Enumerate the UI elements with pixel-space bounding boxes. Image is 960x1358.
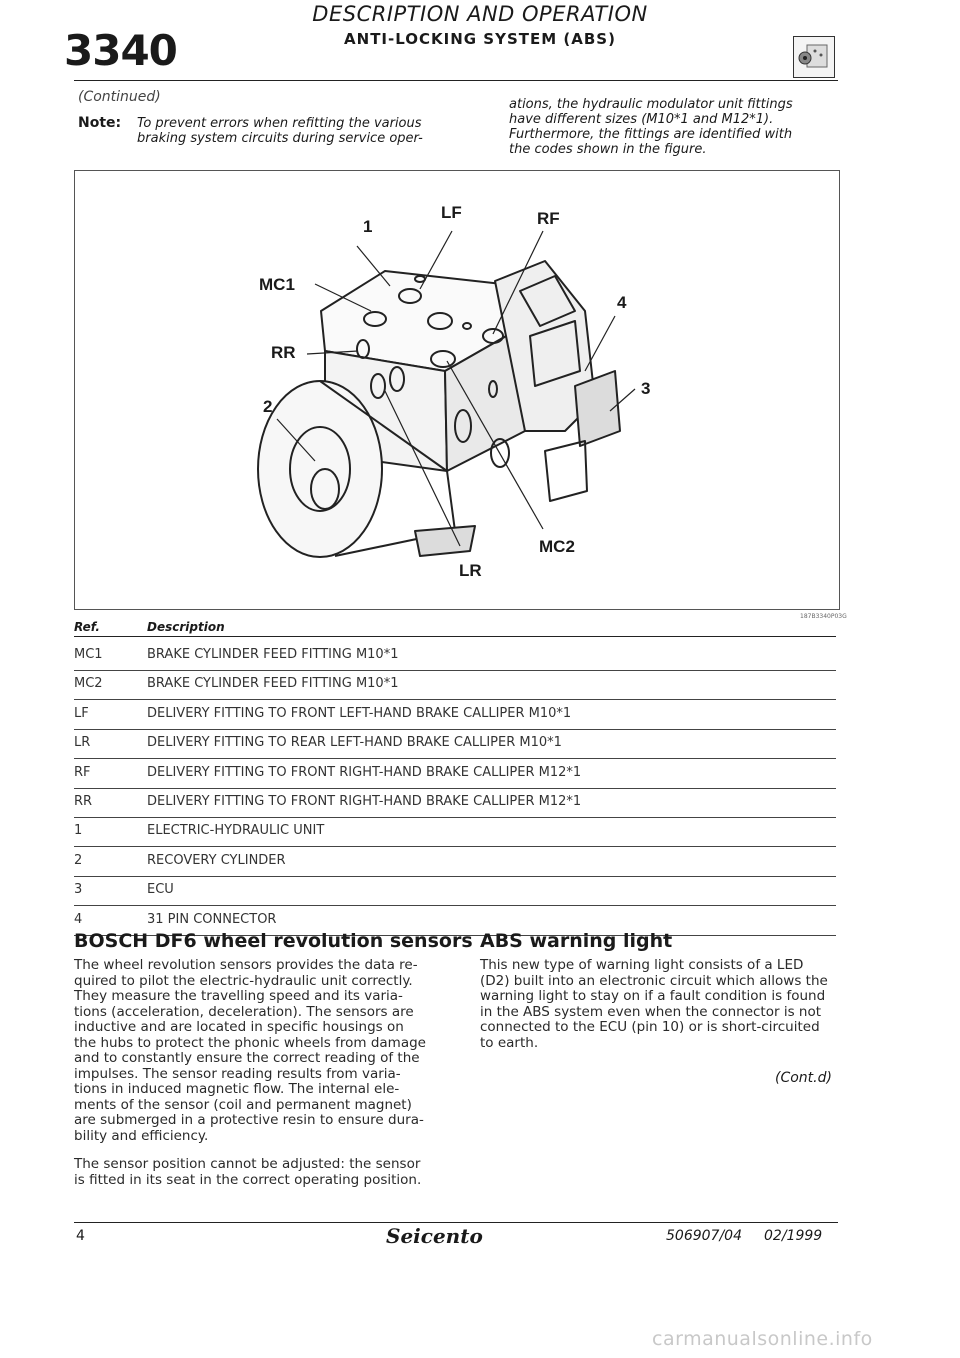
row-description: DELIVERY FITTING TO FRONT LEFT-HAND BRAKE CALLIPER M10*1 [147, 705, 572, 721]
figure-label-rf: RF [537, 209, 560, 228]
table-row [74, 670, 836, 700]
row-ref: LR [74, 735, 91, 751]
figure-label-3: 3 [641, 379, 651, 398]
figure-label-2: 2 [263, 397, 273, 416]
row-description: ELECTRIC-HYDRAULIC UNIT [147, 823, 325, 839]
brand-logo: Seicento [386, 1224, 483, 1248]
sensors-paragraph-1: The wheel revolution sensors provides the data re- quired to pilot the electric-hydraulic unit correctly. They measure the travelling speed and its varia- tions (acceleration, deceleration). The sensors are inductive and are located in specific housings on the hubs to protect the phonic wheels from damage and to constantly ensure the correct reading of the impulses. The sensor reading results from varia- tions in induced magnetic flow. The internal ele- ments of the sensor (coil and permanent magnet) are submerged in a protective resin to ensure dura- bility and efficiency. [74, 957, 426, 1144]
warning-light-heading: ABS warning light [480, 930, 673, 952]
continued-label: (Continued) [78, 89, 161, 105]
header-rule [74, 80, 838, 81]
figure-label-4: 4 [617, 293, 627, 312]
table-header-ref: Ref. [74, 620, 100, 634]
row-description: RECOVERY CYLINDER [147, 852, 286, 868]
figure-label-mc1: MC1 [259, 275, 295, 294]
figure-label-mc2: MC2 [539, 537, 575, 556]
abs-module-icon [793, 36, 835, 78]
row-description: DELIVERY FITTING TO REAR LEFT-HAND BRAKE CALLIPER M10*1 [147, 735, 562, 751]
row-ref: LF [74, 705, 89, 721]
table-row [74, 817, 836, 847]
row-ref: 4 [74, 911, 83, 927]
row-description: ECU [147, 882, 174, 898]
figure-code: 187B3340P03G [800, 613, 847, 620]
figure-label-lf: LF [441, 203, 462, 222]
sensors-heading: BOSCH DF6 wheel revolution sensors [74, 930, 473, 952]
row-ref: MC2 [74, 676, 103, 692]
row-description: BRAKE CYLINDER FEED FITTING M10*1 [147, 676, 399, 692]
page-subtitle: ANTI-LOCKING SYSTEM (ABS) [344, 30, 616, 48]
continued-footer-label: (Cont.d) [775, 1070, 832, 1086]
sensors-paragraph-2: The sensor position cannot be adjusted: the sensor is fitted in its seat in the correct operating position. [74, 1156, 422, 1188]
page-title: DESCRIPTION AND OPERATION [312, 2, 648, 26]
section-number: 3340 [64, 26, 177, 75]
table-row [74, 847, 836, 877]
row-description: DELIVERY FITTING TO FRONT RIGHT-HAND BRAKE CALLIPER M12*1 [147, 764, 582, 780]
note-right-text: ations, the hydraulic modulator unit fittings have different sizes (M10*1 and M12*1). Furthermore, the fittings are identified with the codes shown in the figure. [509, 97, 793, 157]
note-label: Note: [78, 115, 122, 131]
row-ref: RF [74, 764, 91, 780]
abs-unit-figure [74, 170, 840, 610]
row-ref: 3 [74, 882, 83, 898]
table-row [74, 759, 836, 789]
figure-label-rr: RR [271, 343, 296, 362]
row-description: DELIVERY FITTING TO FRONT RIGHT-HAND BRAKE CALLIPER M12*1 [147, 794, 582, 809]
table-row [74, 876, 836, 906]
row-ref: 1 [74, 823, 83, 839]
table-header-description: Description [147, 620, 225, 634]
row-description: 31 PIN CONNECTOR [147, 911, 277, 927]
table-row [74, 788, 836, 818]
table-row [74, 700, 836, 730]
document-number: 506907/04 [666, 1228, 742, 1244]
warning-light-paragraph: This new type of warning light consists of a LED (D2) built into an electronic circuit which allows the warning light to stay on if a fault condition is found in the ABS system even when the connector is not connected to the ECU (pin 10) or is short-circuited to earth. [480, 957, 828, 1051]
row-ref: 2 [74, 852, 83, 868]
row-description: BRAKE CYLINDER FEED FITTING M10*1 [147, 647, 399, 662]
watermark: carmanualsonline.info [652, 1328, 873, 1350]
document-date: 02/1999 [764, 1228, 823, 1244]
table-row [74, 641, 836, 671]
figure-label-lr: LR [459, 561, 482, 580]
row-ref: RR [74, 794, 93, 809]
footer-rule [74, 1222, 838, 1223]
page-number: 4 [76, 1228, 85, 1244]
table-header-rule [74, 636, 836, 637]
table-row [74, 729, 836, 759]
figure-label-1: 1 [363, 217, 373, 236]
note-left-text: To prevent errors when refitting the various braking system circuits during service oper- [137, 116, 423, 146]
row-ref: MC1 [74, 647, 103, 662]
